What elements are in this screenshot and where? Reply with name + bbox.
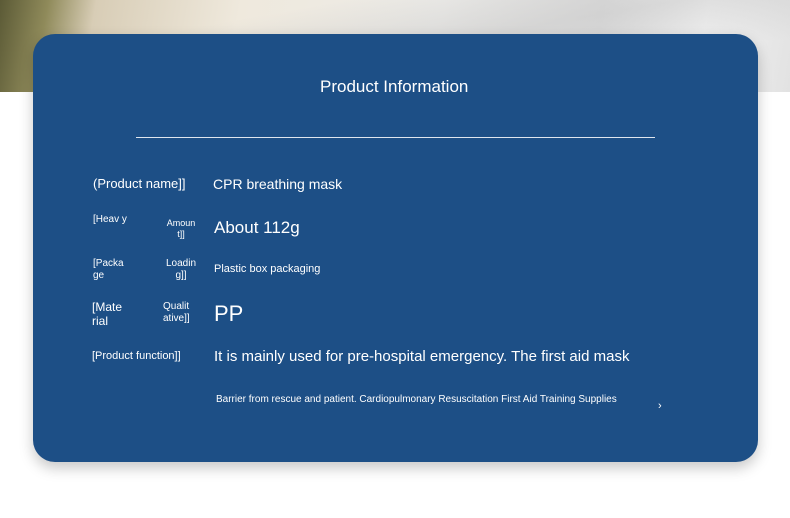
product-name-label: (Product name]] (93, 176, 186, 191)
material-label-part-1: [Mate rial (92, 300, 123, 328)
product-information-card (33, 34, 758, 462)
package-value: Plastic box packaging (214, 263, 321, 275)
product-function-detail: Barrier from rescue and patient. Cardiopulmonary Resuscitation First Aid Training Supplies (216, 394, 617, 405)
material-label-part-2: Qualit ative]] (163, 301, 190, 324)
package-label-part-1: [Packa ge (93, 258, 124, 281)
product-name-value: CPR breathing mask (213, 176, 343, 192)
weight-label-part-1: [Heav y (93, 214, 127, 225)
weight-label-part-2: Amoun t]] (166, 218, 196, 239)
product-function-value: It is mainly used for pre-hospital emergency. The first aid mask (214, 348, 630, 365)
material-value: PP (214, 301, 244, 326)
card-title: Product Information (320, 77, 469, 96)
title-divider (136, 137, 655, 138)
chevron-right-icon: › (658, 400, 662, 412)
product-function-label: [Product function]] (92, 350, 181, 362)
weight-value: About 112g (214, 218, 300, 237)
package-label-part-2: Loadin g]] (165, 258, 197, 281)
